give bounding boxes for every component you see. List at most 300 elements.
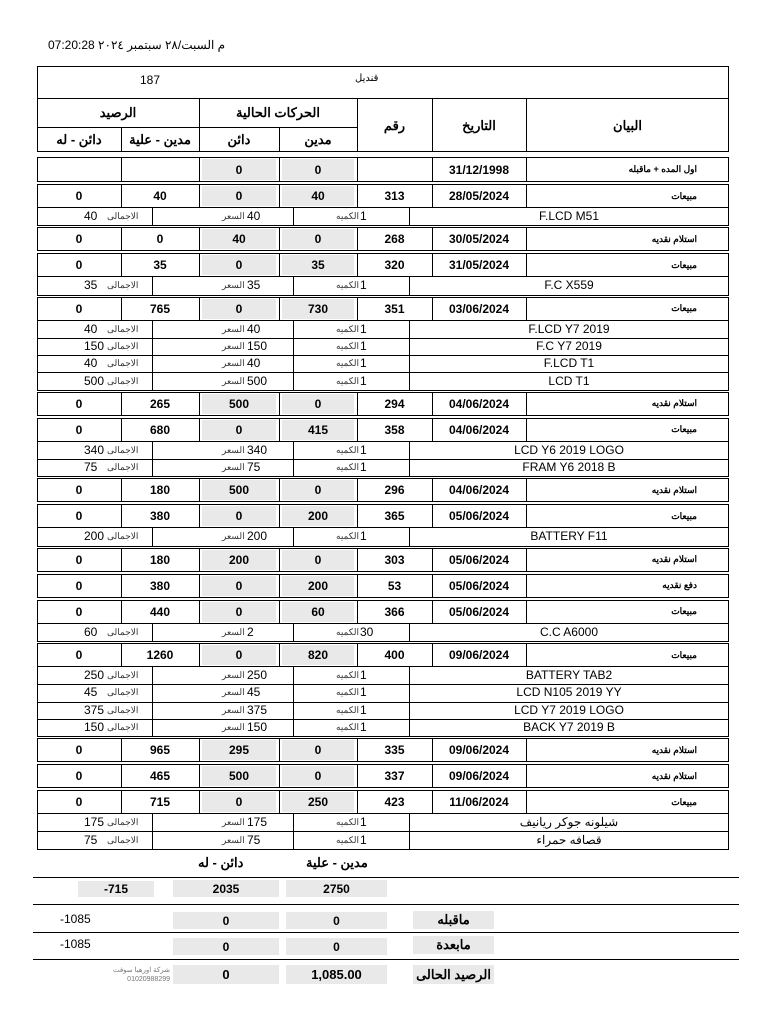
divider (279, 548, 280, 572)
credit-cell: 40 (202, 229, 276, 249)
divider (199, 790, 200, 814)
balance-debit-cell: 715 (149, 795, 171, 810)
item-qty-label: الكميه (336, 834, 359, 845)
divider (152, 459, 153, 477)
divider (293, 832, 294, 850)
item-price-label: السعر (222, 670, 245, 680)
item-price-value: 40 (247, 356, 261, 371)
divider (152, 702, 153, 720)
date-cell: 05/06/2024 (448, 578, 510, 593)
credit-cell: 0 (202, 506, 276, 526)
item-qty-label: الكميه (336, 444, 359, 455)
credit-cell: 0 (202, 186, 276, 206)
balance-debit-cell: 265 (149, 396, 171, 411)
balance-credit-cell: 0 (75, 743, 83, 758)
item-name: شيلونه جوكر ريانيف (519, 815, 619, 830)
item-total-label: الاجمالى (107, 211, 139, 221)
date-cell: 11/06/2024 (449, 795, 509, 810)
divider (293, 277, 294, 295)
item-qty-label: الكميه (336, 462, 359, 473)
item-total-label: الاجمالى (107, 280, 139, 291)
item-price-label: السعر (222, 444, 245, 455)
balance-debit-cell: 1260 (146, 648, 174, 662)
divider (152, 719, 153, 737)
type-cell: مبيعات (671, 510, 697, 521)
item-price-value: 45 (247, 685, 261, 700)
item-qty-value: 1 (360, 719, 367, 734)
current-credit: 0 (173, 965, 279, 984)
item-name: BATTERY F11 (530, 529, 608, 544)
balance-credit-cell: 0 (75, 301, 83, 316)
date-cell: 09/06/2024 (448, 648, 510, 662)
current-debit: 1,085.00 (286, 965, 387, 984)
credit-cell: 0 (202, 602, 276, 622)
number-cell: 351 (384, 301, 405, 316)
divider (409, 338, 410, 356)
item-price-label: السعر (222, 687, 245, 698)
type-cell: مبيعات (671, 606, 697, 617)
divider (279, 253, 280, 277)
item-qty-label: الكميه (336, 670, 359, 680)
divider (293, 702, 294, 720)
print-datetime (48, 38, 233, 52)
balance-debit-cell: 765 (149, 301, 171, 316)
divider (293, 719, 294, 737)
balance-debit-cell: 35 (153, 258, 167, 273)
divider (279, 600, 280, 624)
before-label: ماقبله (413, 911, 494, 929)
credit-cell: 295 (202, 740, 276, 760)
type-cell: مبيعات (671, 796, 697, 807)
balance-debit-cell: 965 (149, 743, 171, 758)
type-cell: استلام نقديه (651, 398, 697, 409)
item-price-label: السعر (222, 721, 245, 732)
date-cell: 30/05/2024 (448, 232, 510, 247)
debit-cell: 0 (282, 480, 354, 500)
item-price-value: 75 (247, 460, 261, 475)
item-price-value: 340 (247, 442, 268, 457)
item-price-value: 175 (247, 815, 268, 830)
item-total-label: الاجمالى (107, 834, 139, 845)
divider (409, 702, 410, 720)
credit-cell: 500 (202, 766, 276, 786)
col-debit: مدين (304, 132, 332, 147)
item-qty-label: الكميه (336, 323, 359, 334)
divider (199, 600, 200, 624)
divider (199, 764, 200, 788)
item-qty-label: الكميه (336, 721, 359, 732)
date-cell: 09/06/2024 (448, 769, 510, 784)
item-price-value: 500 (247, 373, 268, 388)
item-total-label: الاجمالى (107, 444, 139, 455)
item-total-label: الاجمالى (107, 340, 139, 351)
divider (409, 459, 410, 477)
item-total-label: الاجمالى (107, 531, 139, 542)
item-qty-value: 1 (360, 702, 367, 717)
item-name: BACK Y7 2019 B (523, 719, 615, 734)
col-description: البيان (613, 118, 642, 133)
balance-credit-cell: 0 (75, 769, 83, 784)
after-debit: 0 (286, 938, 387, 955)
item-price-value: 375 (247, 702, 268, 717)
divider (199, 738, 200, 762)
divider (409, 373, 410, 391)
balance-debit-cell: 465 (149, 769, 171, 784)
divider (293, 321, 294, 339)
item-total-label: الاجمالى (107, 817, 139, 828)
company-phone: 01020988299 (127, 976, 170, 983)
account-id: 187 (140, 73, 161, 87)
date-cell: 04/06/2024 (448, 396, 510, 411)
debit-cell: 35 (282, 255, 354, 275)
divider (279, 227, 280, 251)
balance-credit-cell (37, 157, 121, 182)
balance-debit-cell: 380 (149, 578, 171, 593)
item-qty-value: 30 (360, 624, 374, 639)
credit-cell: 0 (202, 255, 276, 275)
current-balance-label: الرصيد الحالى (413, 965, 494, 984)
item-price-value: 200 (247, 529, 268, 544)
total-net: -715 (78, 881, 154, 897)
type-cell: دفع نقديه (662, 580, 697, 591)
divider (199, 574, 200, 598)
divider (199, 184, 200, 208)
divider (199, 418, 200, 442)
item-total-value: 500 (84, 373, 105, 388)
divider (293, 355, 294, 373)
item-price-value: 150 (247, 338, 268, 353)
type-cell: مبيعات (671, 424, 697, 435)
type-cell: استلام نقديه (651, 770, 697, 781)
total-debit: 2750 (286, 880, 387, 897)
summary-debit-header: مدين - علية (306, 855, 368, 870)
before-net: -1085 (60, 912, 91, 926)
item-price-label: السعر (222, 834, 245, 845)
item-total-value: 175 (84, 815, 105, 830)
date-cell: 05/06/2024 (448, 552, 510, 567)
number-cell: 400 (384, 648, 405, 662)
type-cell: اول المده + ماقبله (628, 164, 697, 174)
item-qty-value: 1 (360, 356, 367, 371)
item-name: LCD Y7 2019 LOGO (514, 702, 624, 717)
col-credit: دائن (227, 132, 251, 147)
divider (199, 227, 200, 251)
balance-credit-cell: 0 (75, 396, 83, 411)
balance-credit-cell: 0 (75, 604, 83, 619)
item-qty-value: 1 (360, 373, 367, 388)
debit-cell: 820 (282, 645, 354, 665)
item-name: F.C X559 (544, 278, 594, 293)
divider (279, 790, 280, 814)
divider (152, 355, 153, 373)
item-price-label: السعر (222, 462, 245, 473)
item-qty-value: 1 (360, 815, 367, 830)
divider (199, 253, 200, 277)
balance-credit-cell: 0 (75, 648, 83, 662)
debit-cell: 60 (282, 602, 354, 622)
number-cell: 423 (384, 795, 405, 810)
col-date: التاريخ (462, 118, 496, 133)
number-cell: 313 (384, 189, 405, 203)
item-price-value: 250 (247, 668, 268, 682)
item-qty-label: الكميه (336, 280, 359, 291)
number-cell: 337 (384, 769, 405, 784)
credit-cell: 0 (202, 159, 276, 180)
item-name: LCD T1 (548, 373, 590, 388)
divider (279, 184, 280, 208)
item-qty-label: الكميه (336, 358, 359, 369)
debit-cell: 0 (282, 394, 354, 414)
divider (293, 684, 294, 702)
balance-debit-cell: 440 (149, 604, 171, 619)
divider (293, 373, 294, 391)
divider (152, 373, 153, 391)
divider (409, 208, 410, 226)
item-price-value: 35 (247, 278, 261, 293)
item-price-label: السعر (222, 280, 245, 291)
divider (33, 877, 739, 878)
print-time: 07:20:28 م (48, 38, 226, 52)
divider (293, 814, 294, 832)
divider (152, 277, 153, 295)
item-total-value: 75 (84, 460, 98, 475)
item-price-label: السعر (222, 340, 245, 351)
item-total-label: الاجمالى (107, 704, 139, 715)
balance-debit-cell: 180 (149, 483, 171, 498)
before-debit: 0 (286, 912, 387, 929)
item-total-value: 40 (84, 356, 98, 371)
item-price-value: 40 (247, 321, 261, 336)
item-qty-label: الكميه (336, 687, 359, 698)
divider (279, 738, 280, 762)
balance-credit-cell: 0 (75, 483, 83, 498)
balance-debit-cell: 0 (156, 232, 164, 247)
after-net: -1085 (60, 937, 91, 951)
divider (293, 442, 294, 460)
item-price-label: السعر (222, 358, 245, 369)
balance-debit-cell (121, 157, 199, 182)
after-credit: 0 (173, 938, 279, 955)
number-cell: 335 (384, 743, 405, 758)
divider (279, 574, 280, 598)
number-cell: 320 (384, 258, 405, 273)
item-total-value: 40 (84, 209, 98, 223)
divider (293, 667, 294, 685)
divider (409, 355, 410, 373)
item-total-value: 45 (84, 685, 98, 700)
divider (152, 684, 153, 702)
divider (409, 321, 410, 339)
item-total-value: 375 (84, 702, 105, 717)
divider (409, 442, 410, 460)
item-total-value: 150 (84, 338, 105, 353)
item-price-value: 40 (247, 209, 261, 223)
item-total-value: 200 (84, 529, 105, 544)
number-cell: 303 (384, 552, 405, 567)
divider (409, 814, 410, 832)
debit-cell: 0 (282, 550, 354, 570)
divider (152, 442, 153, 460)
number-cell: 365 (384, 509, 405, 524)
number-cell (357, 157, 432, 182)
item-qty-label: الكميه (336, 211, 359, 221)
item-qty-label: الكميه (336, 704, 359, 715)
item-total-value: 150 (84, 719, 105, 734)
divider (199, 643, 200, 667)
type-cell: استلام نقديه (651, 744, 697, 755)
item-qty-value: 1 (360, 338, 367, 353)
company-name: شركة اورهيا سوفت (112, 967, 170, 974)
number-cell: 366 (384, 604, 405, 619)
number-cell: 296 (384, 483, 405, 498)
divider (37, 98, 729, 99)
divider (199, 392, 200, 416)
divider (199, 548, 200, 572)
before-credit: 0 (173, 912, 279, 929)
item-name: FRAM Y6 2018 B (522, 460, 616, 475)
item-price-value: 75 (247, 832, 261, 847)
credit-cell: 0 (202, 299, 276, 319)
number-cell: 53 (387, 578, 402, 593)
type-cell: مبيعات (671, 303, 697, 314)
date-cell: 31/05/2024 (448, 258, 510, 273)
divider (279, 764, 280, 788)
divider (279, 157, 280, 182)
item-total-label: الاجمالى (107, 721, 139, 732)
divider (279, 478, 280, 502)
col-number: رقم (383, 118, 406, 133)
divider (152, 814, 153, 832)
type-cell: استلام نقديه (651, 484, 697, 495)
divider (152, 832, 153, 850)
col-debit-balance: مدين - علية (129, 132, 191, 147)
item-qty-value: 1 (360, 529, 367, 544)
account-name: قنديل (355, 73, 379, 84)
summary-credit-header: دائن - له (198, 855, 244, 870)
balance-debit-cell: 180 (149, 552, 171, 567)
item-price-label: السعر (222, 704, 245, 715)
divider (409, 624, 410, 642)
divider (152, 208, 153, 226)
item-qty-value: 1 (360, 209, 367, 223)
divider (33, 932, 739, 933)
item-qty-value: 1 (360, 460, 367, 475)
divider (199, 297, 200, 321)
debit-cell: 200 (282, 576, 354, 596)
col-credit-balance: دائن - له (56, 132, 102, 147)
credit-cell: 500 (202, 394, 276, 414)
balance-debit-cell: 380 (149, 509, 171, 524)
credit-cell: 500 (202, 480, 276, 500)
debit-cell: 200 (282, 506, 354, 526)
after-label: مابعدة (413, 936, 494, 954)
item-total-label: الاجمالى (107, 323, 139, 334)
item-total-label: الاجمالى (107, 687, 139, 698)
divider (279, 504, 280, 528)
item-total-value: 60 (84, 624, 98, 639)
date-cell: 03/06/2024 (448, 301, 510, 316)
divider (199, 504, 200, 528)
credit-cell: 0 (202, 792, 276, 812)
credit-cell: 200 (202, 550, 276, 570)
number-cell: 358 (384, 422, 405, 437)
date-cell: 04/06/2024 (448, 422, 510, 437)
item-price-value: 2 (247, 624, 254, 639)
item-total-label: الاجمالى (107, 670, 139, 680)
item-qty-value: 1 (360, 278, 367, 293)
item-total-value: 75 (84, 832, 98, 847)
item-qty-label: الكميه (336, 626, 359, 637)
item-price-label: السعر (222, 817, 245, 828)
debit-cell: 0 (282, 159, 354, 180)
item-price-value: 150 (247, 719, 268, 734)
balance-debit-cell: 680 (149, 422, 171, 437)
divider (293, 624, 294, 642)
item-total-label: الاجمالى (107, 358, 139, 369)
item-total-value: 250 (84, 668, 105, 682)
item-total-label: الاجمالى (107, 626, 139, 637)
date-cell: 31/12/1998 (448, 162, 510, 177)
item-name: LCD Y6 2019 LOGO (514, 442, 624, 457)
item-name: F.C Y7 2019 (536, 338, 602, 353)
item-name: F.LCD Y7 2019 (528, 321, 610, 336)
date-cell: 04/06/2024 (448, 483, 510, 498)
debit-cell: 0 (282, 766, 354, 786)
item-price-label: السعر (222, 211, 245, 221)
divider (409, 277, 410, 295)
item-total-label: الاجمالى (107, 375, 139, 386)
divider (33, 904, 739, 905)
debit-cell: 0 (282, 229, 354, 249)
type-cell: مبيعات (671, 190, 697, 201)
date-cell: 28/05/2024 (448, 189, 510, 203)
divider (293, 338, 294, 356)
credit-cell: 0 (202, 576, 276, 596)
debit-cell: 0 (282, 740, 354, 760)
balance-credit-cell: 0 (75, 795, 83, 810)
debit-cell: 40 (282, 186, 354, 206)
item-total-value: 40 (84, 321, 98, 336)
divider (152, 321, 153, 339)
item-qty-label: الكميه (336, 340, 359, 351)
type-cell: مبيعات (671, 259, 697, 270)
type-cell: استلام نقديه (651, 554, 697, 565)
divider (409, 832, 410, 850)
item-price-label: السعر (222, 626, 245, 637)
item-qty-value: 1 (360, 321, 367, 336)
item-qty-label: الكميه (336, 531, 359, 542)
item-name: LCD N105 2019 YY (516, 685, 622, 700)
divider (409, 667, 410, 685)
item-qty-value: 1 (360, 668, 367, 682)
number-cell: 294 (384, 396, 405, 411)
item-qty-label: الكميه (336, 375, 359, 386)
balance-debit-cell: 40 (153, 189, 167, 203)
divider (293, 528, 294, 546)
divider (152, 338, 153, 356)
divider (152, 667, 153, 685)
item-qty-value: 1 (360, 442, 367, 457)
item-name: قصافه حمراء (536, 832, 602, 847)
balance-credit-cell: 0 (75, 578, 83, 593)
date-cell: 09/06/2024 (448, 743, 510, 758)
item-qty-value: 1 (360, 685, 367, 700)
balance-credit-cell: 0 (75, 189, 83, 203)
credit-cell: 0 (202, 420, 276, 440)
divider (152, 528, 153, 546)
divider (279, 643, 280, 667)
item-name: F.LCD M51 (538, 209, 600, 223)
